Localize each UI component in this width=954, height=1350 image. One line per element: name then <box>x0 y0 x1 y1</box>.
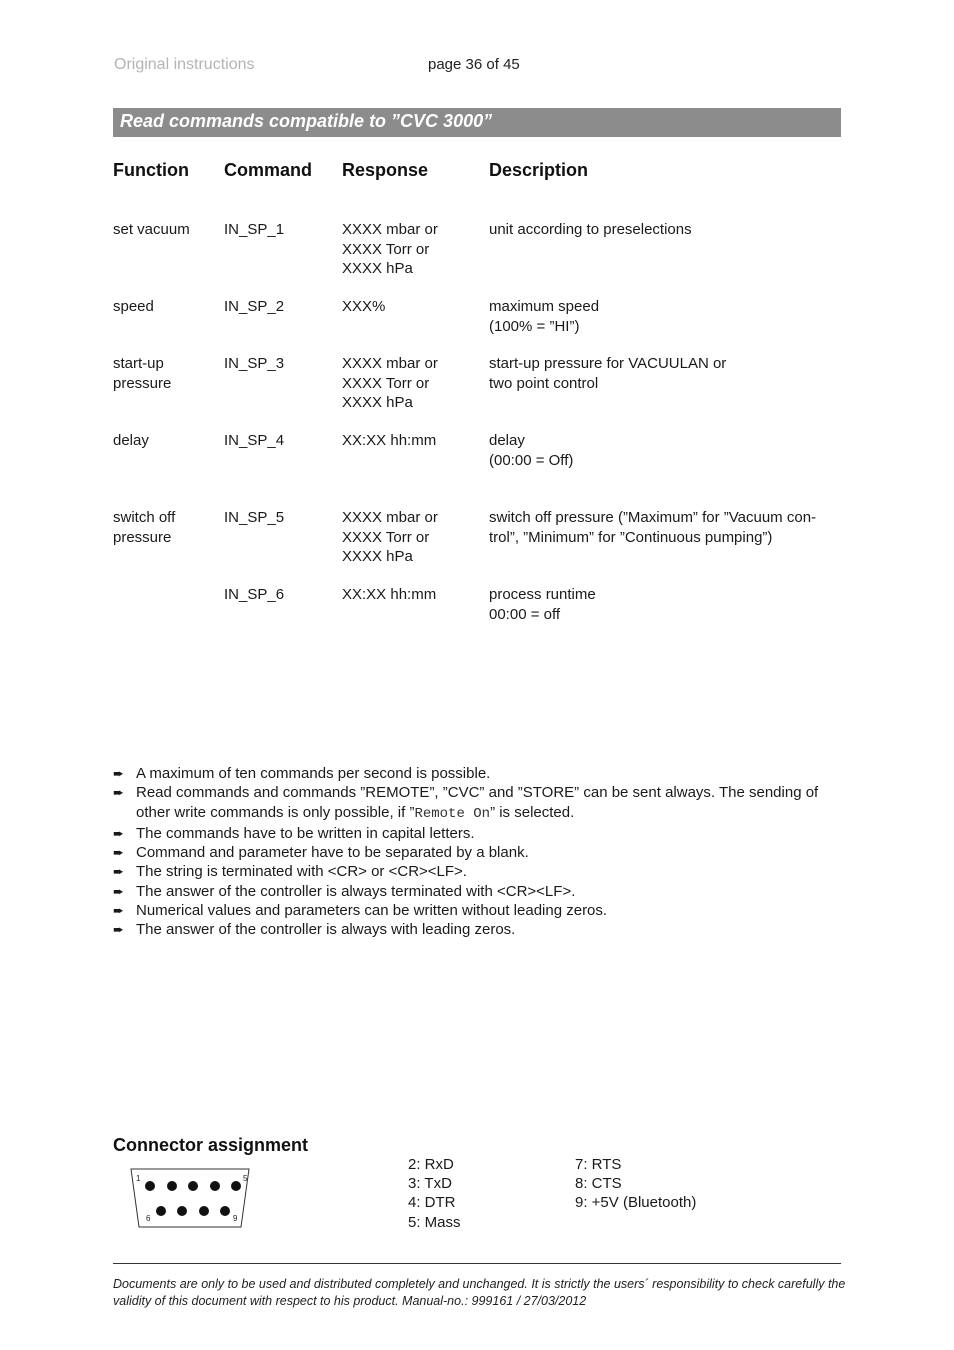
pin-2 <box>167 1181 177 1191</box>
row-2-function: speed <box>113 298 154 315</box>
arrow-icon: ➨ <box>113 825 124 841</box>
pin-assignment-2: 2: RxD <box>408 1156 454 1173</box>
pin-label-6: 6 <box>146 1214 151 1223</box>
row-6-command: IN_SP_6 <box>224 586 285 603</box>
pin-6 <box>156 1206 166 1216</box>
column-header-command: Command <box>224 160 313 180</box>
row-5-function: switch off pressure <box>113 509 176 546</box>
section-title: Read commands compatible to ”CVC 3000” <box>120 111 493 131</box>
column-header-function: Function <box>113 160 189 180</box>
note-text: Command and parameter have to be separated by a blank. <box>136 844 529 862</box>
pin-assignment-4: 4: DTR <box>408 1194 456 1211</box>
note-item <box>113 824 848 843</box>
pin-label-1: 1 <box>136 1174 141 1183</box>
header-original-instructions: Original instructions <box>114 56 255 73</box>
column-header-description: Description <box>489 160 589 180</box>
note-item <box>113 920 848 939</box>
note-text: The commands have to be written in capital letters. <box>136 824 475 842</box>
row-2-response: XXX% <box>342 298 386 315</box>
pin-label-9: 9 <box>233 1214 238 1223</box>
note-item <box>113 843 848 862</box>
note-item <box>113 862 848 881</box>
note-text: Read commands and commands ”REMOTE”, ”CVC” and ”STORE” can be sent always. The sending of other write commands is only possible, if ” <box>136 784 819 821</box>
row-3-command: IN_SP_3 <box>224 355 285 372</box>
footer-disclaimer: Documents are only to be used and distributed completely and unchanged. It is strictly the users´ responsibility to check carefully the validity of this document with respect to his product. Manual-no.: 999161 / 27/03/2012 <box>113 1277 846 1308</box>
pin-7 <box>177 1206 187 1216</box>
pin-assignment-9: 9: +5V (Bluetooth) <box>575 1194 697 1211</box>
pin-assignment-5: 5: Mass <box>408 1214 461 1231</box>
pin-4 <box>210 1181 220 1191</box>
pin-1 <box>145 1181 155 1191</box>
row-6-response: XX:XX hh:mm <box>342 586 437 603</box>
row-1-response: XXXX mbar or XXXX Torr or XXXX hPa <box>342 221 438 277</box>
row-3-description: start-up pressure for VACUULAN or two point control <box>489 355 727 392</box>
db9-connector-diagram <box>128 1166 252 1230</box>
column-header-response: Response <box>342 160 429 180</box>
pin-9 <box>220 1206 230 1216</box>
row-3-function: start-up pressure <box>113 355 172 392</box>
page-number: page 36 of 45 <box>428 56 520 73</box>
arrow-icon: ➨ <box>113 922 124 938</box>
pin-3 <box>188 1181 198 1191</box>
arrow-icon: ➨ <box>113 845 124 861</box>
note-item <box>113 882 848 901</box>
row-4-response: XX:XX hh:mm <box>342 432 437 449</box>
row-3-response: XXXX mbar or XXXX Torr or XXXX hPa <box>342 355 438 411</box>
row-2-command: IN_SP_2 <box>224 298 285 315</box>
row-6-description: process runtime 00:00 = off <box>489 586 596 623</box>
pin-assignment-3: 3: TxD <box>408 1175 452 1192</box>
footer-divider <box>113 1263 841 1264</box>
note-code-remote-on: Remote On <box>414 805 491 822</box>
row-1-description: unit according to preselections <box>489 221 692 238</box>
row-4-description: delay (00:00 = Off) <box>489 432 574 469</box>
row-4-function: delay <box>113 432 149 449</box>
arrow-icon: ➨ <box>113 785 124 801</box>
arrow-icon: ➨ <box>113 903 124 919</box>
arrow-icon: ➨ <box>113 766 124 781</box>
note-text: Numerical values and parameters can be written without leading zeros. <box>136 902 608 920</box>
note-item <box>113 764 848 783</box>
row-2-description: maximum speed (100% = ”HI”) <box>489 298 600 335</box>
row-1-command: IN_SP_1 <box>224 221 285 238</box>
note-text: The string is terminated with <CR> or <CR><LF>. <box>136 863 467 881</box>
pin-5 <box>231 1181 241 1191</box>
arrow-icon: ➨ <box>113 864 124 880</box>
note-text: The answer of the controller is always with leading zeros. <box>136 921 516 939</box>
pin-assignment-7: 7: RTS <box>575 1156 622 1173</box>
pin-8 <box>199 1206 209 1216</box>
row-5-response: XXXX mbar or XXXX Torr or XXXX hPa <box>342 509 438 565</box>
note-text: ” is selected. <box>490 803 575 821</box>
pin-assignment-8: 8: CTS <box>575 1175 622 1192</box>
note-text: A maximum of ten commands per second is possible. <box>136 765 491 782</box>
row-4-command: IN_SP_4 <box>224 432 285 449</box>
notes-list <box>113 764 848 940</box>
connector-assignment-heading: Connector assignment <box>113 1135 309 1155</box>
note-text: The answer of the controller is always terminated with <CR><LF>. <box>136 882 576 900</box>
row-5-command: IN_SP_5 <box>224 509 285 526</box>
note-item <box>113 783 848 824</box>
row-5-description: switch off pressure (”Maximum” for ”Vacuum con- trol”, ”Minimum” for ”Continuous pumping”) <box>489 509 817 546</box>
arrow-icon: ➨ <box>113 883 124 899</box>
note-item <box>113 901 848 920</box>
row-1-function: set vacuum <box>113 221 190 238</box>
section-title-bar <box>113 108 841 137</box>
pin-label-5: 5 <box>243 1174 248 1183</box>
